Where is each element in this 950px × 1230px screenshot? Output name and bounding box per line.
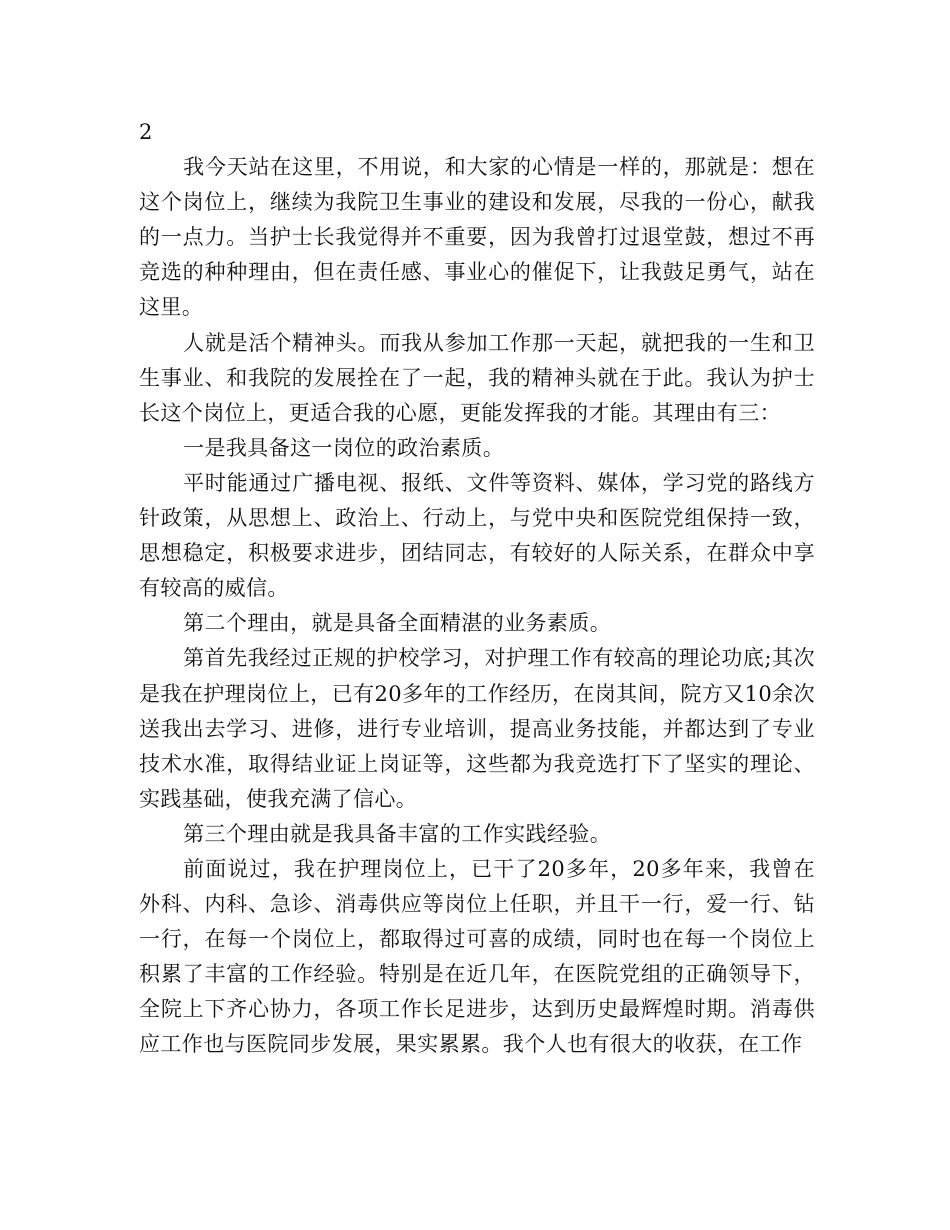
paragraph-5: 第二个理由，就是具备全面精湛的业务素质。: [183, 611, 612, 636]
paragraph-1: 我今天站在这里，不用说，和大家的心情是一样的，那就是：想在这个岗位上，继续为我院卫生事业的建设和发展，尽我的一份心，献我的一点力。当护士长我觉得并不重要，因为我曾打过退堂鼓，想过不再竞选的种种理由，但在责任感、事业心的催促下，让我鼓足勇气，站在这里。: [139, 155, 815, 320]
paragraph-2: 人就是活个精神头。而我从参加工作那一天起，就把我的一生和卫生事业、和我院的发展拴在了一起，我的精神头就在于此。我认为护士长这个岗位上，更适合我的心愿，更能发挥我的才能。其理由有三：: [139, 330, 815, 425]
page-number: 2: [139, 120, 153, 144]
paragraph-6: 第首先我经过正规的护校学习，对护理工作有较高的理论功底;其次是我在护理岗位上，已有20多年的工作经历，在岗其间，院方又10余次送我出去学习、进修，进行专业培训，提高业务技能，并都达到了专业技术水准，取得结业证上岗证等，这些都为我竞选打下了坚实的理论、实践基础，使我充满了信心。: [139, 646, 815, 811]
paragraph-4: 平时能通过广播电视、报纸、文件等资料、媒体，学习党的路线方针政策，从思想上、政治上、行动上，与党中央和医院党组保持一致，思想稳定，积极要求进步，团结同志，有较好的人际关系，在群众中享有较高的威信。: [139, 470, 815, 601]
paragraph-3: 一是我具备这一岗位的政治素质。: [183, 435, 505, 460]
paragraph-7: 第三个理由就是我具备丰富的工作实践经验。: [183, 821, 612, 846]
paragraph-8: 前面说过，我在护理岗位上，已干了20多年，20多年来，我曾在外科、内科、急诊、消毒供应等岗位上任职，并且干一行，爱一行、钻一行，在每一个岗位上，都取得过可喜的成绩，同时也在每一个岗位上积累了丰富的工作经验。特别是在近几年，在医院党组的正确领导下，全院上下齐心协力，各项工作长足进步，达到历史最辉煌时期。消毒供应工作也与医院同步发展，果实累累。我个人也有很大的收获，在工作: [139, 856, 815, 1057]
document-body: [139, 115, 815, 1063]
